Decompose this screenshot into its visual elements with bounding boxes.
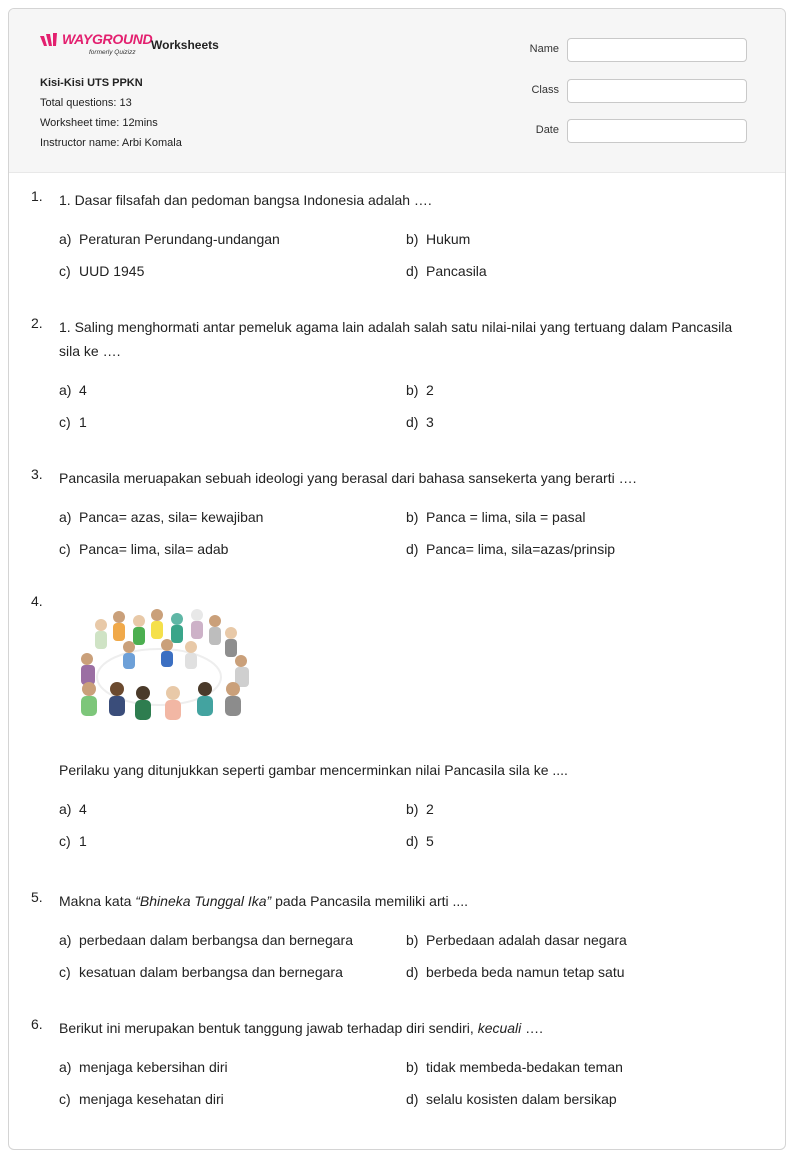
- option-a[interactable]: [59, 379, 406, 401]
- option-d[interactable]: [406, 830, 736, 852]
- option-text: Panca= lima, sila= adab: [79, 541, 229, 557]
- option-letter: a): [59, 932, 72, 948]
- sheet-type-label: Worksheets: [151, 38, 219, 52]
- question-number: 6.: [31, 1016, 43, 1032]
- name-field-row: [503, 38, 753, 62]
- option-letter: d): [406, 833, 419, 849]
- option-text: UUD 1945: [79, 263, 145, 279]
- worksheet-title: Kisi-Kisi UTS PPKN: [40, 77, 143, 89]
- option-letter: c): [59, 414, 71, 430]
- option-b[interactable]: [406, 506, 736, 528]
- options: [59, 228, 751, 282]
- option-b[interactable]: [406, 379, 736, 401]
- option-letter: b): [406, 801, 419, 817]
- option-text: berbeda beda namun tetap satu: [426, 964, 625, 980]
- question-text-pre: Berikut ini merupakan bentuk tanggung jawab terhadap diri sendiri,: [59, 1020, 478, 1036]
- question-text-emphasis: “Bhineka Tunggal Ika”: [135, 893, 272, 909]
- option-text: Panca= lima, sila=azas/prinsip: [426, 541, 616, 557]
- option-a[interactable]: [59, 506, 406, 528]
- option-letter: b): [406, 382, 419, 398]
- question-text: 1. Dasar filsafah dan pedoman bangsa Indonesia adalah ….: [59, 192, 432, 208]
- option-text: Pancasila: [426, 263, 487, 279]
- options: [59, 929, 751, 983]
- option-c[interactable]: [59, 538, 406, 560]
- option-letter: b): [406, 932, 419, 948]
- option-text: menjaga kebersihan diri: [79, 1059, 228, 1075]
- options: [59, 798, 751, 852]
- option-c[interactable]: [59, 830, 406, 852]
- question-4: [31, 593, 751, 889]
- name-label: Name: [529, 43, 559, 55]
- option-text: 2: [426, 382, 434, 398]
- option-letter: d): [406, 541, 419, 557]
- option-d[interactable]: [406, 961, 736, 983]
- question-number: 3.: [31, 466, 43, 482]
- options: [59, 506, 751, 560]
- question-text: [59, 1016, 751, 1040]
- option-a[interactable]: [59, 929, 406, 951]
- options: [59, 379, 751, 433]
- option-letter: c): [59, 964, 71, 980]
- logo-brand: WAYGROUND: [62, 31, 153, 47]
- option-letter: b): [406, 1059, 419, 1075]
- question-text-pre: Makna kata: [59, 893, 136, 909]
- question-5: [31, 889, 751, 1016]
- option-text: Hukum: [426, 231, 471, 247]
- option-a[interactable]: [59, 228, 406, 250]
- total-questions: Total questions: 13: [40, 97, 132, 109]
- question-number: 4.: [31, 593, 43, 609]
- option-text: Panca= azas, sila= kewajiban: [79, 509, 264, 525]
- option-text: Panca = lima, sila = pasal: [426, 509, 586, 525]
- question-1: [31, 188, 751, 315]
- option-text: 1: [79, 833, 87, 849]
- option-c[interactable]: [59, 411, 406, 433]
- name-input[interactable]: [567, 38, 747, 62]
- option-text: 5: [426, 833, 434, 849]
- option-d[interactable]: [406, 1088, 736, 1110]
- option-letter: b): [406, 509, 419, 525]
- question-text: 1. Saling menghormati antar pemeluk agama lain adalah salah satu nilai-nilai yang tertuang dalam Pancasila sila ke ….: [59, 319, 733, 359]
- option-letter: b): [406, 231, 419, 247]
- class-field-row: [503, 79, 753, 103]
- group-discussion-illustration: [59, 597, 259, 727]
- worksheet-time: Worksheet time: 12mins: [40, 117, 158, 129]
- option-b[interactable]: [406, 929, 736, 951]
- option-text: perbedaan dalam berbangsa dan bernegara: [79, 932, 353, 948]
- option-letter: d): [406, 964, 419, 980]
- question-number: 2.: [31, 315, 43, 331]
- option-letter: a): [59, 509, 72, 525]
- question-number: 1.: [31, 188, 43, 204]
- option-text: 1: [79, 414, 87, 430]
- question-text-post: pada Pancasila memiliki arti ....: [271, 893, 469, 909]
- worksheet-header: [9, 9, 785, 173]
- worksheet-info: [40, 73, 182, 153]
- option-letter: a): [59, 382, 72, 398]
- wayground-logo: [40, 31, 153, 59]
- question-6: [31, 1016, 751, 1116]
- option-letter: a): [59, 231, 72, 247]
- options: [59, 1056, 751, 1110]
- option-a[interactable]: [59, 1056, 406, 1078]
- option-text: Perbedaan adalah dasar negara: [426, 932, 627, 948]
- option-letter: a): [59, 801, 72, 817]
- question-text: Pancasila meruapakan sebuah ideologi yang berasal dari bahasa sansekerta yang berarti ….: [59, 470, 637, 486]
- option-b[interactable]: [406, 1056, 736, 1078]
- option-text: 2: [426, 801, 434, 817]
- logo-formerly: formerly Quizizz: [89, 49, 136, 56]
- option-b[interactable]: [406, 798, 736, 820]
- option-text: Peraturan Perundang-undangan: [79, 231, 280, 247]
- option-letter: c): [59, 1091, 71, 1107]
- date-input[interactable]: [567, 119, 747, 143]
- option-text: selalu kosisten dalam bersikap: [426, 1091, 617, 1107]
- option-letter: c): [59, 541, 71, 557]
- option-letter: a): [59, 1059, 72, 1075]
- option-letter: c): [59, 263, 71, 279]
- question-text-emphasis: kecuali: [477, 1020, 522, 1036]
- option-letter: d): [406, 1091, 419, 1107]
- option-text: 4: [79, 801, 87, 817]
- option-letter: d): [406, 263, 419, 279]
- option-d[interactable]: [406, 260, 736, 282]
- option-c[interactable]: [59, 961, 406, 983]
- option-text: 3: [426, 414, 434, 430]
- question-text-post: ….: [521, 1020, 544, 1036]
- option-letter: c): [59, 833, 71, 849]
- option-text: kesatuan dalam berbangsa dan bernegara: [79, 964, 343, 980]
- question-text: Perilaku yang ditunjukkan seperti gambar mencerminkan nilai Pancasila sila ke ....: [59, 762, 568, 778]
- option-text: menjaga kesehatan diri: [79, 1091, 224, 1107]
- option-d[interactable]: [406, 538, 736, 560]
- option-c[interactable]: [59, 260, 406, 282]
- option-a[interactable]: [59, 798, 406, 820]
- question-number: 5.: [31, 889, 43, 905]
- option-text: tidak membeda-bedakan teman: [426, 1059, 623, 1075]
- option-text: 4: [79, 382, 87, 398]
- class-input[interactable]: [567, 79, 747, 103]
- logo-mark-icon: [40, 33, 62, 47]
- date-label: Date: [535, 124, 559, 136]
- class-label: Class: [531, 84, 559, 96]
- option-c[interactable]: [59, 1088, 406, 1110]
- date-field-row: [503, 119, 753, 143]
- option-b[interactable]: [406, 228, 736, 250]
- instructor-name: Instructor name: Arbi Komala: [40, 137, 182, 149]
- question-3: [31, 466, 751, 593]
- option-letter: d): [406, 414, 419, 430]
- question-list: [31, 188, 751, 1116]
- question-2: [31, 315, 751, 466]
- option-d[interactable]: [406, 411, 736, 433]
- question-text: [59, 889, 751, 913]
